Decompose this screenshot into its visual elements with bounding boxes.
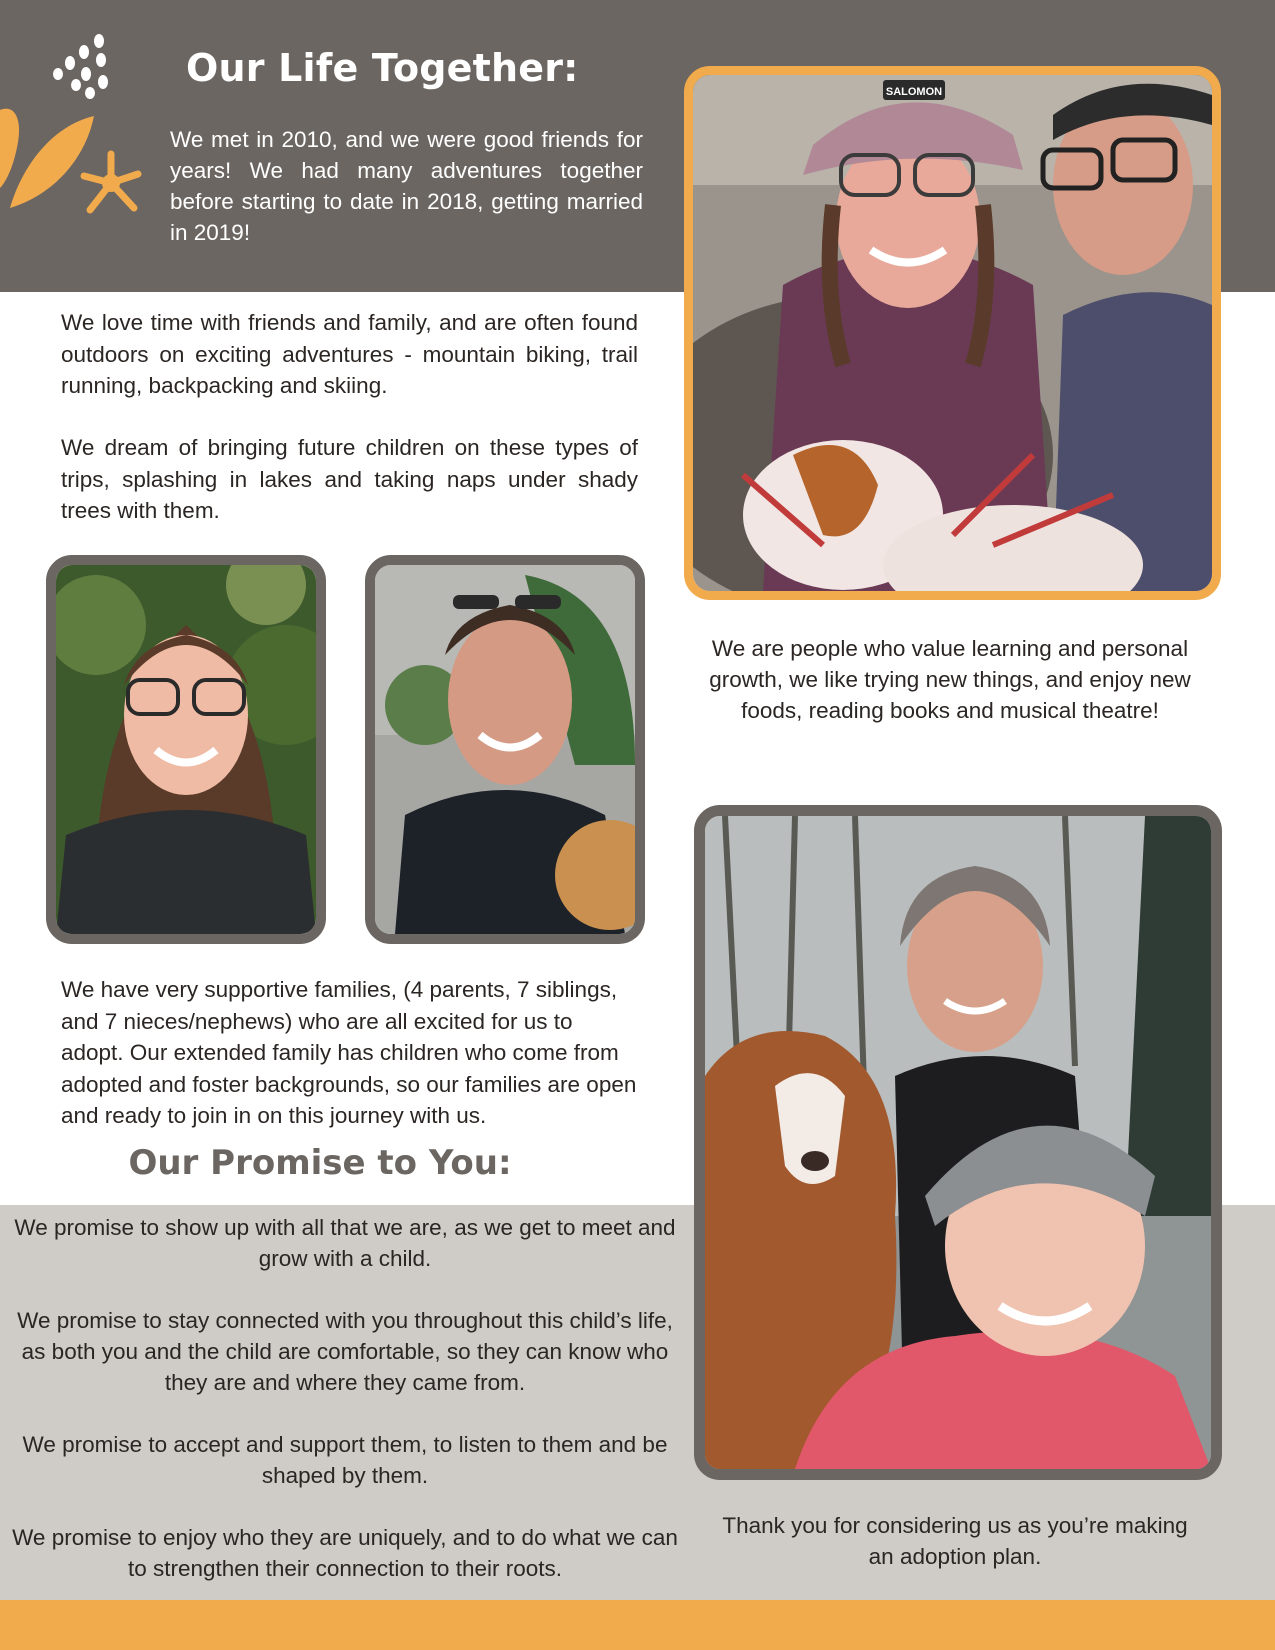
dots-decoration-icon	[48, 30, 118, 100]
star-burst-icon	[76, 148, 146, 218]
families-paragraph: We have very supportive families, (4 parents, 7 siblings, and 7 nieces/nephews) who are all excited for us to adopt. Our extended family has children who come from adopted and foster backgrounds, so our families are open and ready to join in on this journey with us.	[61, 977, 637, 1128]
woman-portrait-photo	[46, 555, 326, 944]
page-title: Our Life Together:	[186, 46, 579, 90]
intro-text: We met in 2010, and we were good friends for years! We had many adventures together before starting to date in 2018, getting married in 2019!	[170, 127, 643, 245]
promise-list	[4, 1212, 686, 1615]
dream-paragraph: We dream of bringing future children on these types of trips, splashing in lakes and taking naps under shady trees with them.	[61, 435, 638, 523]
couple-breakfast-photo	[684, 66, 1221, 600]
promise-item: We promise to show up with all that we are, as we get to meet and grow with a child.	[14, 1215, 676, 1271]
outdoors-paragraph: We love time with friends and family, and are often found outdoors on exciting adventures - mountain biking, trail running, backpacking and skiing.	[61, 310, 638, 398]
promise-item: We promise to enjoy who they are uniquely, and to do what we can to strengthen their connection to their roots.	[12, 1525, 678, 1581]
promise-heading: Our Promise to You:	[128, 1143, 512, 1183]
thank-you-text: Thank you for considering us as you’re making an adoption plan.	[722, 1513, 1188, 1569]
values-paragraph: We are people who value learning and personal growth, we like trying new things, and enjoy new foods, reading books and musical theatre!	[709, 636, 1191, 723]
winter-dog-photo	[694, 805, 1222, 1480]
man-portrait-photo	[365, 555, 645, 944]
promise-item: We promise to stay connected with you throughout this child’s life, as both you and the child are comfortable, so they can know who they are and where they came from.	[17, 1308, 673, 1395]
cap-logo-text: SALOMON	[885, 86, 943, 98]
promise-item: We promise to accept and support them, to listen to them and be shaped by them.	[22, 1432, 668, 1488]
